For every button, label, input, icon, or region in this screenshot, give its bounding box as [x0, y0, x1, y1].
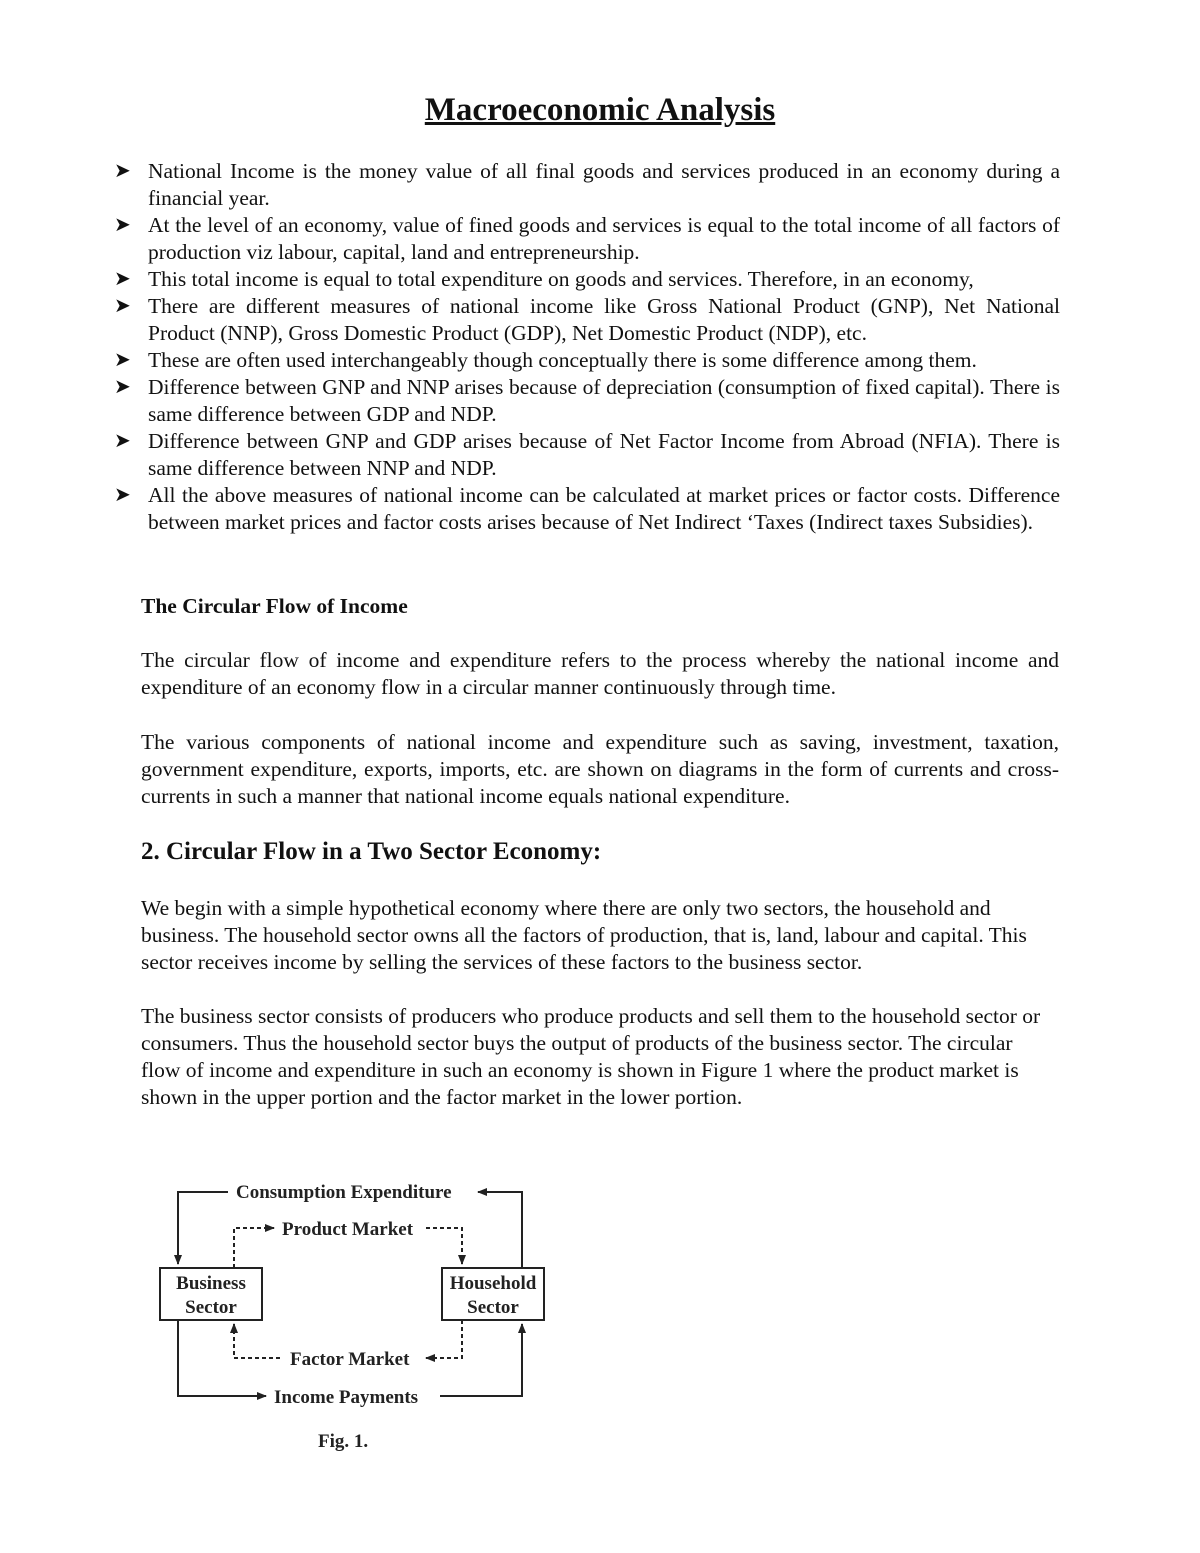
page-title: Macroeconomic Analysis — [424, 92, 776, 128]
circular-flow-heading: The Circular Flow of Income — [141, 594, 408, 618]
arrowhead-bullet-icon: ➤ — [114, 349, 131, 371]
arrowhead-bullet-icon: ➤ — [114, 295, 131, 317]
household-label-line1: Household — [449, 1273, 537, 1294]
diagram-svg — [140, 1160, 560, 1460]
income-arrow-left — [178, 1320, 266, 1396]
arrowhead-bullet-icon: ➤ — [114, 430, 131, 452]
income-payments-label: Income Payments — [274, 1387, 419, 1408]
two-sector-heading: 2. Circular Flow in a Two Sector Economy: — [141, 838, 602, 865]
product-market-arrow-left — [234, 1228, 274, 1268]
bullet-item — [110, 212, 1060, 266]
bullet-item — [110, 482, 1060, 536]
bullet-text: This total income is equal to total expenditure on goods and services. Therefore, in an economy, — [148, 267, 974, 291]
circular-flow-paragraph-1: The circular flow of income and expenditure refers to the process whereby the national income and expenditure of an economy flow in a circular manner continuously through time. — [141, 648, 1059, 699]
circular-flow-paragraph-2: The various components of national income and expenditure such as saving, investment, taxation, government expenditure, exports, imports, etc. are shown on diagrams in the form of currents and cross-currents in such a manner that national income equals national expenditure. — [141, 730, 1059, 808]
bullet-item — [110, 374, 1060, 428]
figure-caption: Fig. 1. — [318, 1431, 369, 1452]
arrowhead-bullet-icon: ➤ — [114, 484, 131, 506]
bullet-item — [110, 266, 1060, 293]
bullet-item — [110, 347, 1060, 374]
bullet-item — [110, 158, 1060, 212]
bullet-item — [110, 293, 1060, 347]
bullet-text: At the level of an economy, value of fined goods and services is equal to the total income of all factors of production viz labour, capital, land and entrepreneurship. — [148, 213, 1060, 264]
product-market-arrow-right — [426, 1228, 462, 1264]
bullet-text: All the above measures of national income can be calculated at market prices or factor costs. Difference between market prices and factor costs arises because of Net Indirect ‘Taxes (Indirect taxes Subsidies). — [148, 483, 1060, 534]
bullet-text: Difference between GNP and GDP arises because of Net Factor Income from Abroad (NFIA). There is same difference between NNP and NDP. — [148, 429, 1060, 480]
bullet-text: These are often used interchangeably though conceptually there is some difference among them. — [148, 348, 977, 372]
arrowhead-bullet-icon: ➤ — [114, 268, 131, 290]
household-label-line2: Sector — [467, 1297, 519, 1318]
arrowhead-bullet-icon: ➤ — [114, 214, 131, 236]
factor-market-arrow-left — [426, 1320, 462, 1358]
bullet-text: National Income is the money value of all final goods and services produced in an economy during a financial year. — [148, 159, 1060, 210]
bullet-text: Difference between GNP and NNP arises because of depreciation (consumption of fixed capital). There is same difference between GDP and NDP. — [148, 375, 1060, 426]
product-market-label: Product Market — [282, 1219, 414, 1240]
factor-market-arrow-right — [234, 1324, 280, 1358]
income-arrow-right — [440, 1324, 522, 1396]
factor-market-label: Factor Market — [290, 1349, 410, 1370]
two-sector-paragraph-1: We begin with a simple hypothetical economy where there are only two sectors, the household and business. The household sector owns all the factors of production, that is, land, labour and capital. This sector receives income by selling the services of these factors to the business sector. — [141, 896, 1027, 974]
circular-flow-diagram — [140, 1160, 560, 1460]
business-label-line1: Business — [176, 1273, 246, 1294]
bullet-text: There are different measures of national income like Gross National Product (GNP), Net National Product (NNP), Gross Domestic Product (GDP), Net Domestic Product (NDP), etc. — [148, 294, 1060, 345]
business-label-line2: Sector — [185, 1297, 237, 1318]
bullet-item — [110, 428, 1060, 482]
consumption-arrow-left — [178, 1192, 228, 1264]
consumption-expenditure-label: Consumption Expenditure — [236, 1182, 452, 1203]
arrowhead-bullet-icon: ➤ — [114, 160, 131, 182]
two-sector-paragraph-2: The business sector consists of producers who produce products and sell them to the household sector or consumers. Thus the household sector buys the output of products of the business sector. The circular flow of income and expenditure in such an economy is shown in Figure 1 where the product market is shown in the upper portion and the factor market in the lower portion. — [141, 1004, 1041, 1109]
consumption-arrow-right — [478, 1192, 522, 1268]
bullet-list — [110, 158, 1060, 536]
arrowhead-bullet-icon: ➤ — [114, 376, 131, 398]
